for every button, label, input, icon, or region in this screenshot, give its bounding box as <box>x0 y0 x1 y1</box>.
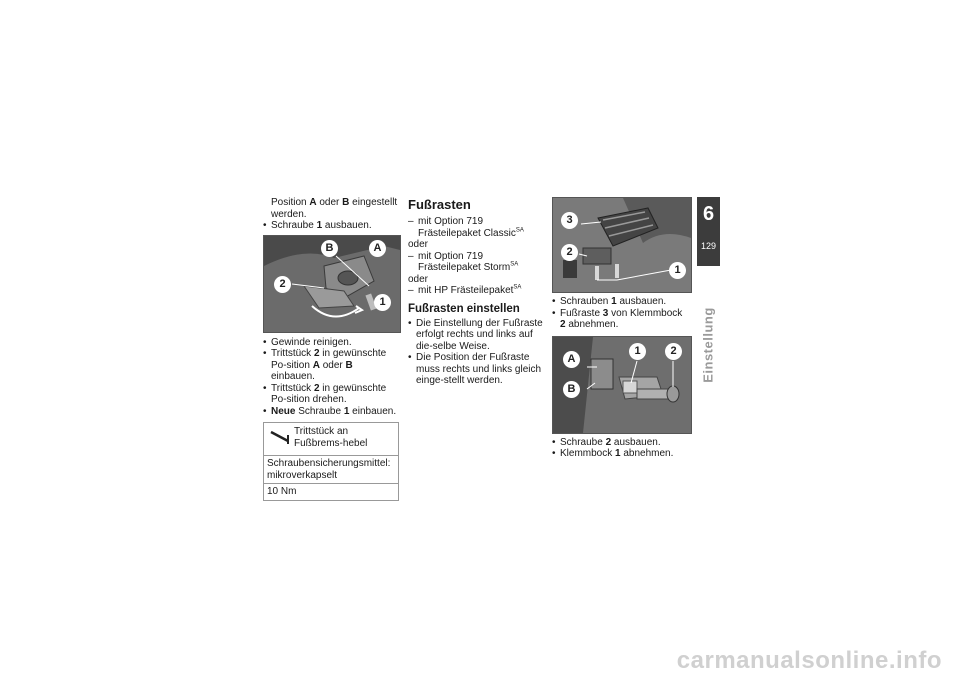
callout-a: A <box>369 240 386 257</box>
callout-2: 2 <box>561 244 578 261</box>
bullet-adjustment: • Die Einstellung der Fußraste erfolgt rechts und links auf die-selbe Weise. <box>408 318 546 353</box>
step-remove-screw: • Schraube 1 ausbauen. <box>263 220 399 232</box>
option-storm: – mit Option 719 Frästeilepaket Storm$^{SA}$ <box>408 251 546 274</box>
step-install-new-screw: • Neue Schraube 1 einbauen. <box>263 406 399 418</box>
callout-1: 1 <box>669 262 686 279</box>
callout-a: A <box>563 351 580 368</box>
torque-table <box>263 422 399 501</box>
step-install-footrest: • Trittstück 2 in gewünschte Po-sition A oder B einbauen. <box>263 348 399 383</box>
step-rotate-footrest: • Trittstück 2 in gewünschte Po-sition drehen. <box>263 383 399 406</box>
callout-b: B <box>563 381 580 398</box>
callout-1: 1 <box>629 343 646 360</box>
callout-3: 3 <box>561 212 578 229</box>
chapter-tab <box>697 197 720 266</box>
torque-agent: Schraubensicherungsmittel: mikroverkapselt <box>264 455 398 483</box>
callout-2: 2 <box>274 276 291 293</box>
step-remove-clamp: • Klemmbock 1 abnehmen. <box>552 448 690 460</box>
subsection-heading: Fußrasten einstellen <box>408 302 520 315</box>
watermark: carmanualsonline.info <box>676 647 942 674</box>
section-heading: Fußrasten <box>408 197 471 212</box>
chapter-number: 6 <box>702 203 715 225</box>
column-2 <box>408 197 546 387</box>
callout-1: 1 <box>374 294 391 311</box>
step-remove-screws: • Schrauben 1 ausbauen. <box>552 296 690 308</box>
step-clean-thread: • Gewinde reinigen. <box>263 337 399 349</box>
footpeg-image-3 <box>552 336 692 434</box>
torque-wrench-icon <box>270 429 292 445</box>
column-3 <box>552 197 690 460</box>
bullet-position: • Die Position der Fußraste muss rechts und links gleich einge-stellt werden. <box>408 352 546 387</box>
option-classic: – mit Option 719 Frästeilepaket Classic$^{SA}$ <box>408 216 546 239</box>
page-number: 129 <box>700 241 717 251</box>
oder-label-1: oder <box>408 239 429 250</box>
oder-label-2: oder <box>408 273 429 285</box>
option-hp: – mit HP Frästeilepaket$^{SA}$ <box>408 285 546 297</box>
column-1 <box>263 197 399 501</box>
callout-2: 2 <box>665 343 682 360</box>
footpeg-image-1 <box>263 235 401 333</box>
step-remove-footpeg: • Fußraste 3 von Klemmbock 2 abnehmen. <box>552 308 690 331</box>
text-continuation: Position A oder B eingestellt werden. <box>271 197 398 220</box>
step-remove-screw-2: • Schraube 2 ausbauen. <box>552 437 690 449</box>
torque-header <box>264 423 398 455</box>
callout-b: B <box>321 240 338 257</box>
chapter-side-label: Einstellung <box>700 307 716 383</box>
torque-title: Trittstück an Fußbrems-hebel <box>294 426 368 449</box>
footpeg-image-2 <box>552 197 692 293</box>
torque-value: 10 Nm <box>264 483 398 500</box>
